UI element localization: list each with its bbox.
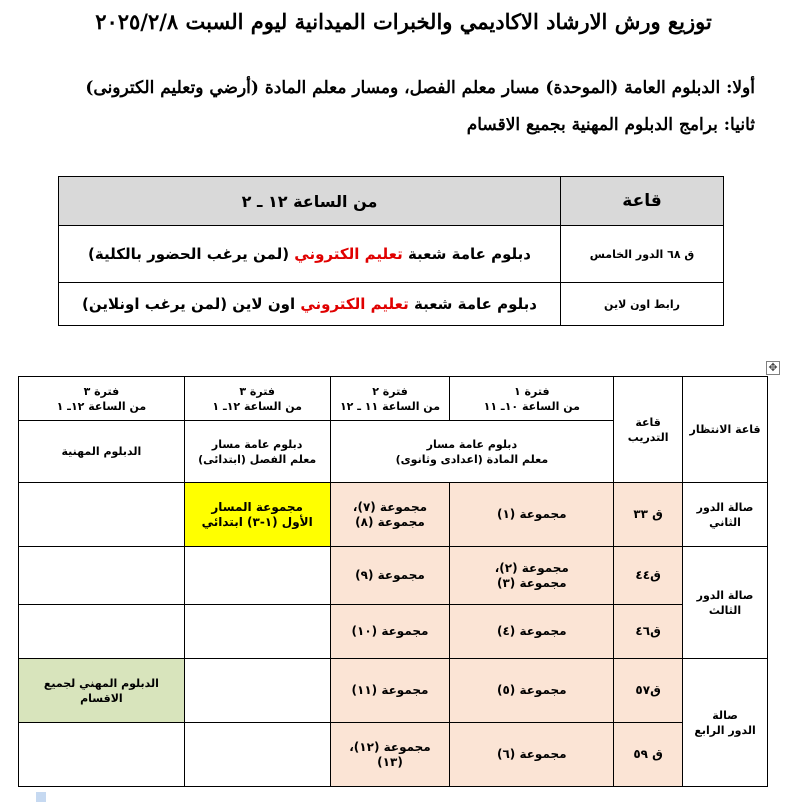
program-highlight: تعليم الكتروني bbox=[300, 295, 409, 313]
period-2-cell: مجموعة (١٢)، (١٣) bbox=[330, 723, 450, 787]
workshop-schedule-table bbox=[18, 376, 768, 787]
period-3-professional-cell bbox=[19, 723, 185, 787]
period-2-cell: مجموعة (١١) bbox=[330, 659, 450, 723]
table-row bbox=[19, 547, 768, 605]
header-period-3-professional: فترة ٣ من الساعة ١٢ـ ١ bbox=[19, 377, 185, 421]
program-highlight: تعليم الكتروني bbox=[294, 245, 403, 263]
waiting-hall-floor-3: صالة الدور الثالث bbox=[683, 547, 768, 659]
table-row bbox=[19, 483, 768, 547]
header-class-track: دبلوم عامة مسار معلم الفصل (ابتدائى) bbox=[184, 421, 330, 483]
table-row bbox=[19, 659, 768, 723]
program-prefix: دبلوم عامة شعبة bbox=[402, 245, 531, 263]
online-table-row bbox=[59, 226, 724, 283]
header-period-2: فترة ٢ من الساعة ١١ ـ ١٢ bbox=[330, 377, 450, 421]
move-handle-icon[interactable]: ✥ bbox=[766, 361, 780, 375]
header-time: من الساعة ١٢ ـ ٢ bbox=[59, 177, 561, 226]
header-period-3-class: فترة ٣ من الساعة ١٢ـ ١ bbox=[184, 377, 330, 421]
room-cell: ق٤٦ bbox=[614, 605, 683, 659]
header-subject-track: دبلوم عامة مسار معلم المادة (اعدادى وثانوى) bbox=[330, 421, 614, 483]
period-2-cell: مجموعة (٩) bbox=[330, 547, 450, 605]
document-title: توزيع ورش الارشاد الاكاديمي والخبرات الميدانية ليوم السبت ٢٠٢٥/٢/٨ bbox=[95, 9, 712, 34]
hall-cell: رابط اون لاين bbox=[561, 283, 724, 326]
room-cell: ق ٥٩ bbox=[614, 723, 683, 787]
online-schedule-table bbox=[58, 176, 724, 326]
period-2-cell: مجموعة (٧)، مجموعة (٨) bbox=[330, 483, 450, 547]
period-3-class-cell bbox=[184, 547, 330, 605]
room-cell: ق ٣٣ bbox=[614, 483, 683, 547]
header-professional: الدبلوم المهنية bbox=[19, 421, 185, 483]
program-cell bbox=[59, 226, 561, 283]
hall-cell: ق ٦٨ الدور الخامس bbox=[561, 226, 724, 283]
program-suffix: اون لاين (لمن يرغب اونلاين) bbox=[82, 295, 301, 313]
table-row bbox=[19, 723, 768, 787]
paragraph-marker-icon bbox=[36, 792, 46, 802]
period-3-class-cell bbox=[184, 659, 330, 723]
intro-line-second: ثانيا: برامج الدبلوم المهنية بجميع الاقسام bbox=[466, 115, 755, 135]
period-3-class-cell bbox=[184, 605, 330, 659]
waiting-hall-floor-2: صالة الدور الثاني bbox=[683, 483, 768, 547]
header-hall: قاعة bbox=[561, 177, 724, 226]
period-1-cell: مجموعة (٦) bbox=[450, 723, 614, 787]
period-1-cell: مجموعة (١) bbox=[450, 483, 614, 547]
period-3-class-cell: مجموعة المسار الأول (١-٣) ابتدائي bbox=[184, 483, 330, 547]
period-3-professional-cell bbox=[19, 483, 185, 547]
program-prefix: دبلوم عامة شعبة bbox=[408, 295, 537, 313]
header-period-1: فترة ١ من الساعة ١٠ـ ١١ bbox=[450, 377, 614, 421]
period-3-professional-cell: الدبلوم المهني لجميع الاقسام bbox=[19, 659, 185, 723]
program-suffix: (لمن يرغب الحضور بالكلية) bbox=[88, 245, 295, 263]
period-3-class-cell bbox=[184, 723, 330, 787]
room-cell: ق٥٧ bbox=[614, 659, 683, 723]
program-cell bbox=[59, 283, 561, 326]
period-3-professional-cell bbox=[19, 605, 185, 659]
period-1-cell: مجموعة (٥) bbox=[450, 659, 614, 723]
room-cell: ق٤٤ bbox=[614, 547, 683, 605]
online-table-row bbox=[59, 283, 724, 326]
period-3-professional-cell bbox=[19, 547, 185, 605]
intro-line-first: أولا: الدبلوم العامة (الموحدة) مسار معلم الفصل، ومسار معلم المادة (أرضي وتعليم الكترونى) bbox=[85, 78, 755, 98]
online-table-header-row bbox=[59, 177, 724, 226]
period-1-cell: مجموعة (٢)، مجموعة (٣) bbox=[450, 547, 614, 605]
period-1-cell: مجموعة (٤) bbox=[450, 605, 614, 659]
waiting-hall-floor-4: صالة الدور الرابع bbox=[683, 659, 768, 787]
period-2-cell: مجموعة (١٠) bbox=[330, 605, 450, 659]
table-row bbox=[19, 605, 768, 659]
header-training-hall: قاعة التدريب bbox=[614, 377, 683, 483]
header-waiting-hall: قاعة الانتظار bbox=[683, 377, 768, 483]
period-header-row bbox=[19, 377, 768, 421]
